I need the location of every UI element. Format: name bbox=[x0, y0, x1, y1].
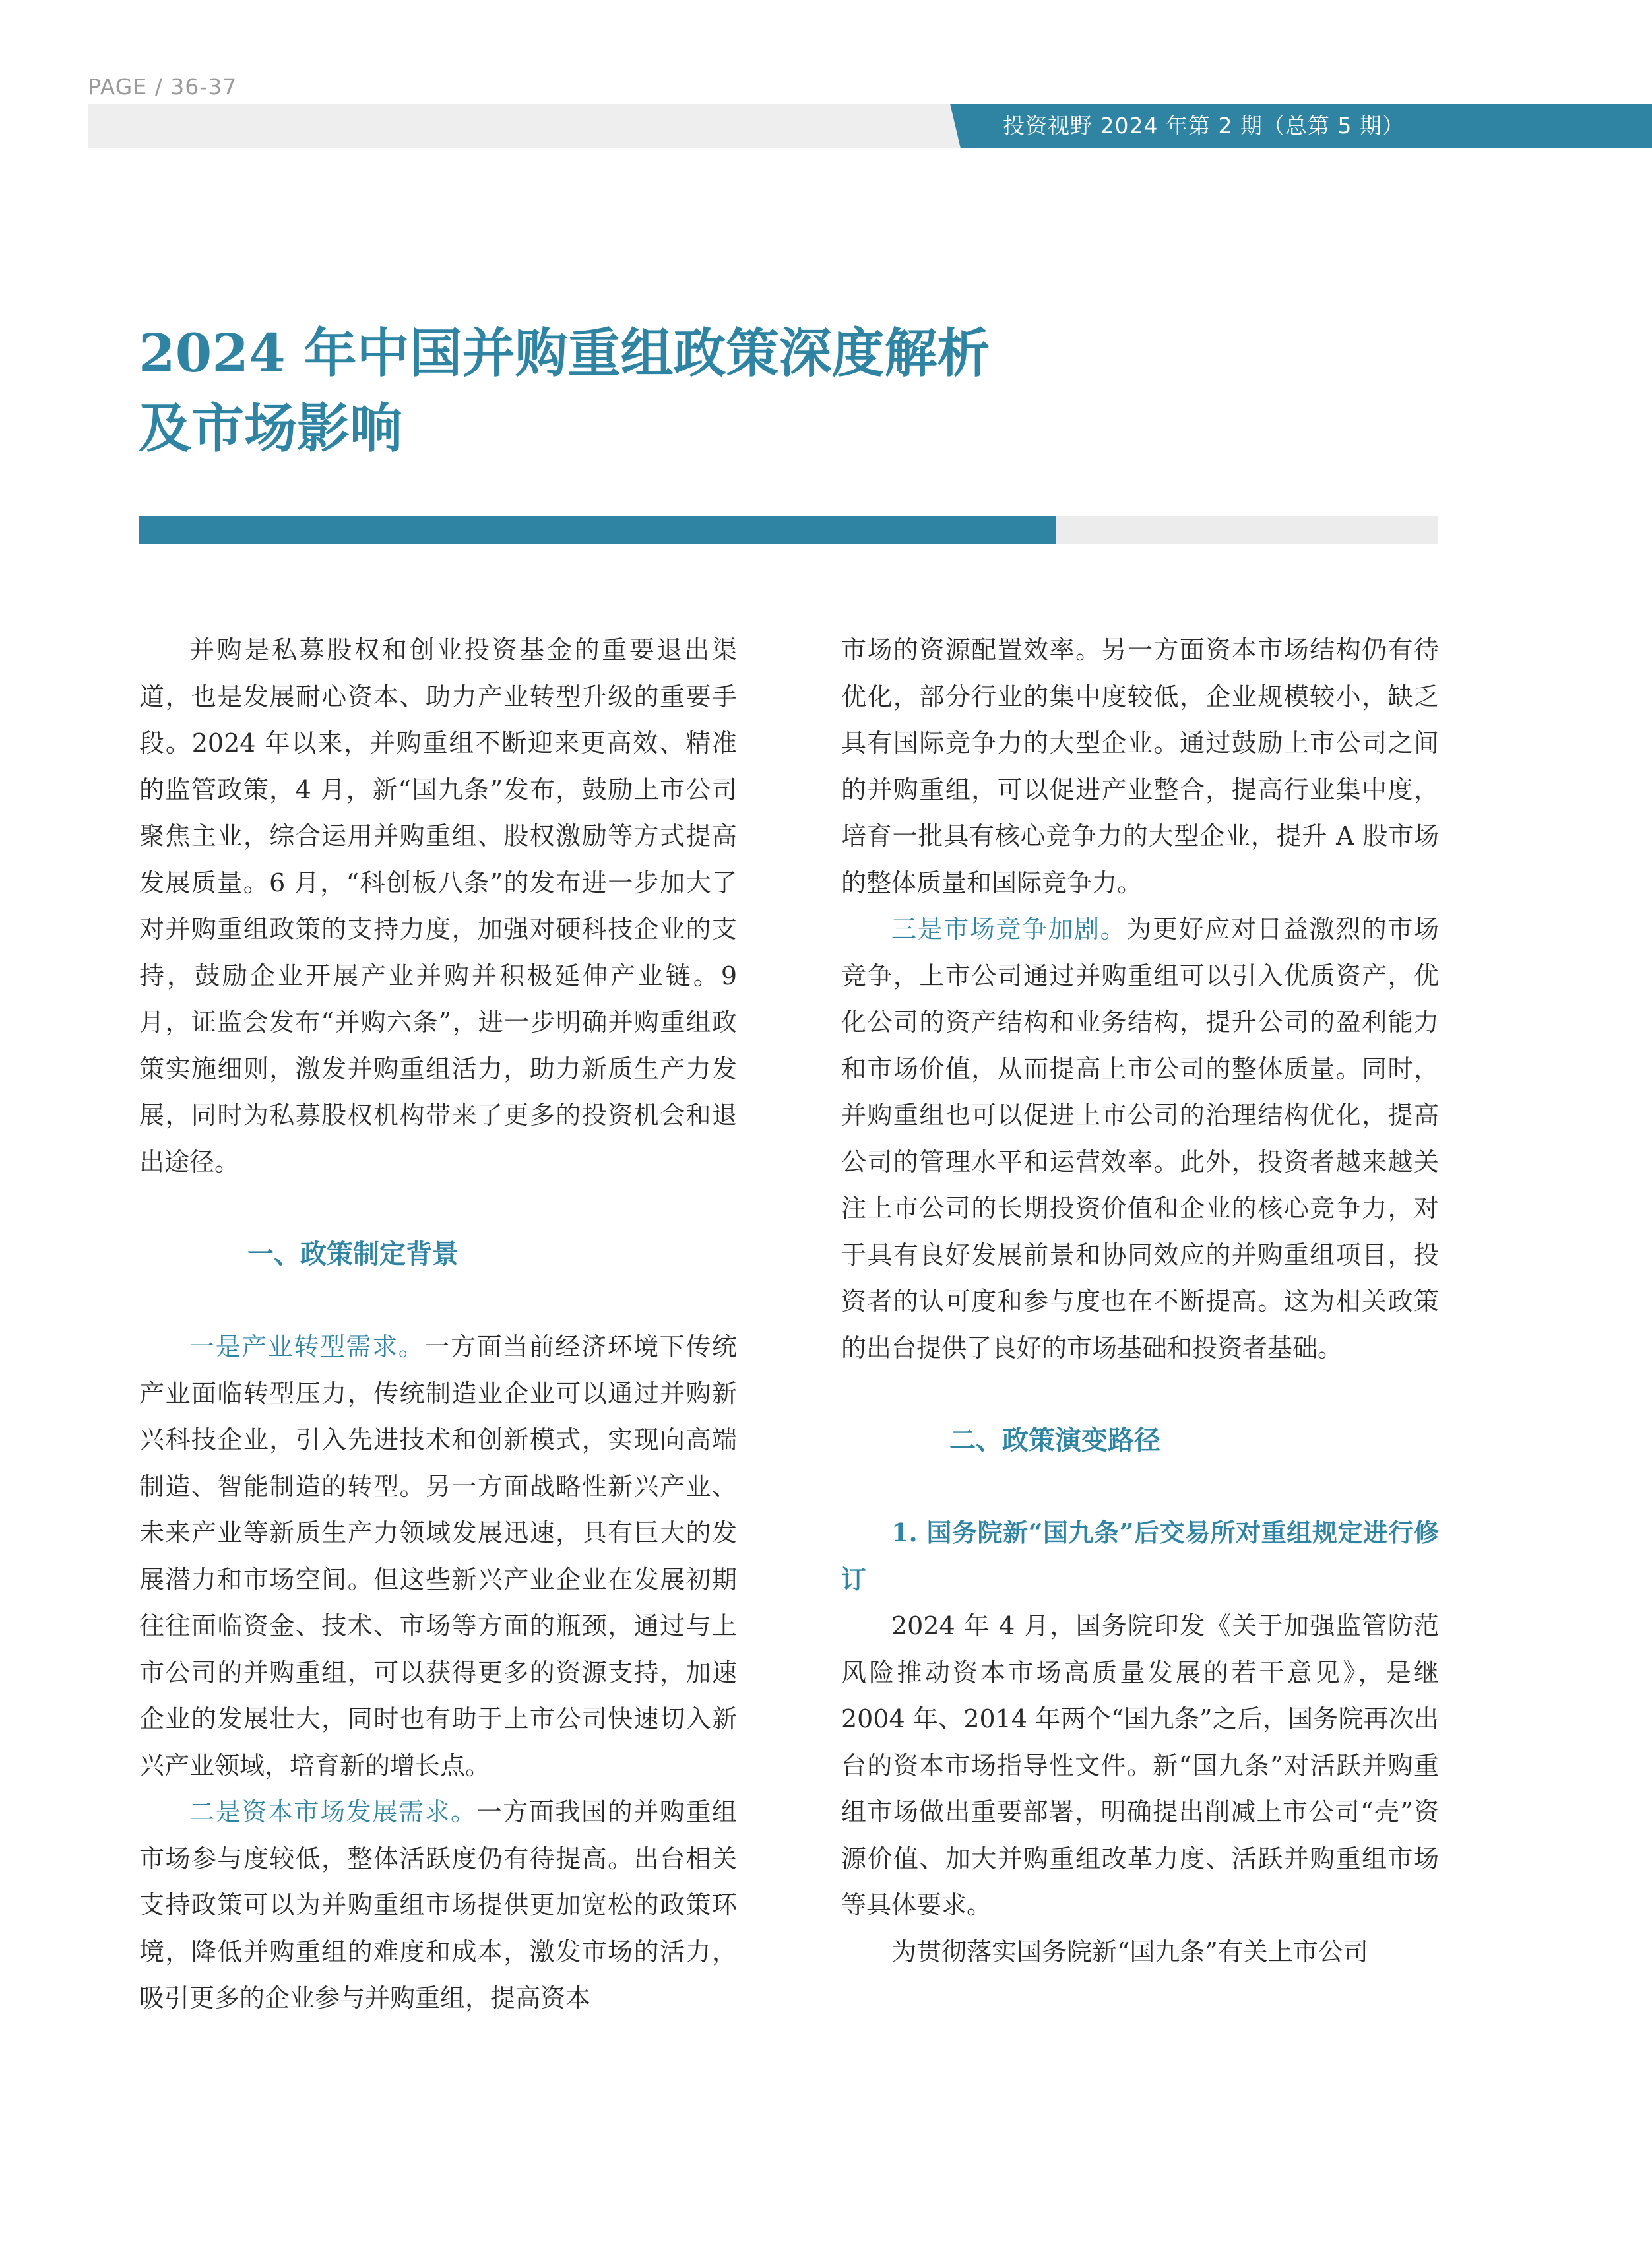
section-heading-2: 二、政策演变路径 bbox=[949, 1425, 1160, 1456]
title-divider-accent bbox=[139, 516, 1056, 544]
subsection-heading-1: 1. 国务院新“国九条”后交易所对重组规定进行修订 bbox=[841, 1518, 1439, 1594]
page-label: PAGE / 36-37 bbox=[88, 74, 238, 100]
issue-label: 投资视野 2024 年第 2 期（总第 5 期） bbox=[1003, 113, 1405, 139]
title-line-2: 及市场影响 bbox=[139, 397, 402, 459]
paragraph-industry bbox=[139, 1324, 737, 1789]
paragraph-state-council: 2024 年 4 月，国务院印发《关于加强监管防范风险推动资本市场高质量发展的若干意见》，是继 2004 年、2014 年两个“国九条”之后，国务院再次出台的资本市场指导性文件。新“国九条”对活跃并购重组市场做出重要部署，明确提出削减上市公司“壳”资源价值、加大并购重组改革力度、活跃并购重组市场等具体要求。 bbox=[841, 1611, 1439, 1919]
paragraph-continued: 市场的资源配置效率。另一方面资本市场结构仍有待优化，部分行业的集中度较低，企业规模较小，缺乏具有国际竞争力的大型企业。通过鼓励上市公司之间的并购重组，可以促进产业整合，提高行业集中度，培育一批具有核心竞争力的大型企业，提升 A 股市场的整体质量和国际竞争力。 bbox=[841, 635, 1439, 897]
section-heading-1: 一、政策制定背景 bbox=[247, 1239, 459, 1270]
intro-paragraph: 并购是私募股权和创业投资基金的重要退出渠道，也是发展耐心资本、助力产业转型升级的重要手段。2024 年以来，并购重组不断迎来更高效、精准的监管政策，4 月，新“国九条”发布，鼓励上市公司聚焦主业，综合运用并购重组、股权激励等方式提高发展质量。6 月，“科创板八条”的发布进一步加大了对并购重组政策的支持力度，加强对硬科技企业的支持，鼓励企业开展产业并购并积极延伸产业链。9 月，证监会发布“并购六条”，进一步明确并购重组政策实施细则，激发并购重组活力，助力新质生产力发展，同时为私募股权机构带来了更多的投资机会和退出途径。 bbox=[139, 635, 737, 1176]
paragraph-competition bbox=[841, 906, 1439, 1371]
lead-competition: 三是市场竞争加剧。 bbox=[891, 915, 1127, 944]
body-industry: 一方面当前经济环境下传统产业面临转型压力，传统制造业企业可以通过并购新兴科技企业，引入先进技术和创新模式，实现向高端制造、智能制造的转型。另一方面战略性新兴产业、未来产业等新质生产力领域发展迅速，具有巨大的发展潜力和市场空间。但这些新兴产业企业在发展初期往往面临资金、技术、市场等方面的瓶颈，通过与上市公司的并购重组，可以获得更多的资源支持，加速企业的发展壮大，同时也有助于上市公司快速切入新兴产业领域，培育新的增长点。 bbox=[139, 1332, 737, 1780]
body-capital-market: 一方面我国的并购重组市场参与度较低，整体活跃度仍有待提高。出台相关支持政策可以为并购重组市场提供更加宽松的政策环境，降低并购重组的难度和成本，激发市场的活力，吸引更多的企业参与并购重组，提高资本 bbox=[139, 1797, 737, 2012]
lead-industry: 一是产业转型需求。 bbox=[189, 1332, 425, 1361]
paragraph-implementation: 为贯彻落实国务院新“国九条”有关上市公司 bbox=[891, 1937, 1368, 1966]
paragraph-capital-market bbox=[139, 1789, 737, 2022]
right-column bbox=[841, 627, 1439, 1975]
lead-capital-market: 二是资本市场发展需求。 bbox=[189, 1797, 477, 1826]
header-band bbox=[88, 104, 978, 148]
body-competition: 为更好应对日益激烈的市场竞争，上市公司通过并购重组可以引入优质资产，优化公司的资产结构和业务结构，提升公司的盈利能力和市场价值，从而提高上市公司的整体质量。同时，并购重组也可以促进上市公司的治理结构优化，提高公司的管理水平和运营效率。此外，投资者越来越关注上市公司的长期投资价值和企业的核心竞争力，对于具有良好发展前景和协同效应的并购重组项目，投资者的认可度和参与度也在不断提高。这为相关政策的出台提供了良好的市场基础和投资者基础。 bbox=[841, 915, 1439, 1363]
left-column bbox=[139, 627, 737, 2022]
title-line-1: 2024 年中国并购重组政策深度解析 bbox=[139, 322, 990, 384]
article-title bbox=[139, 315, 1392, 466]
